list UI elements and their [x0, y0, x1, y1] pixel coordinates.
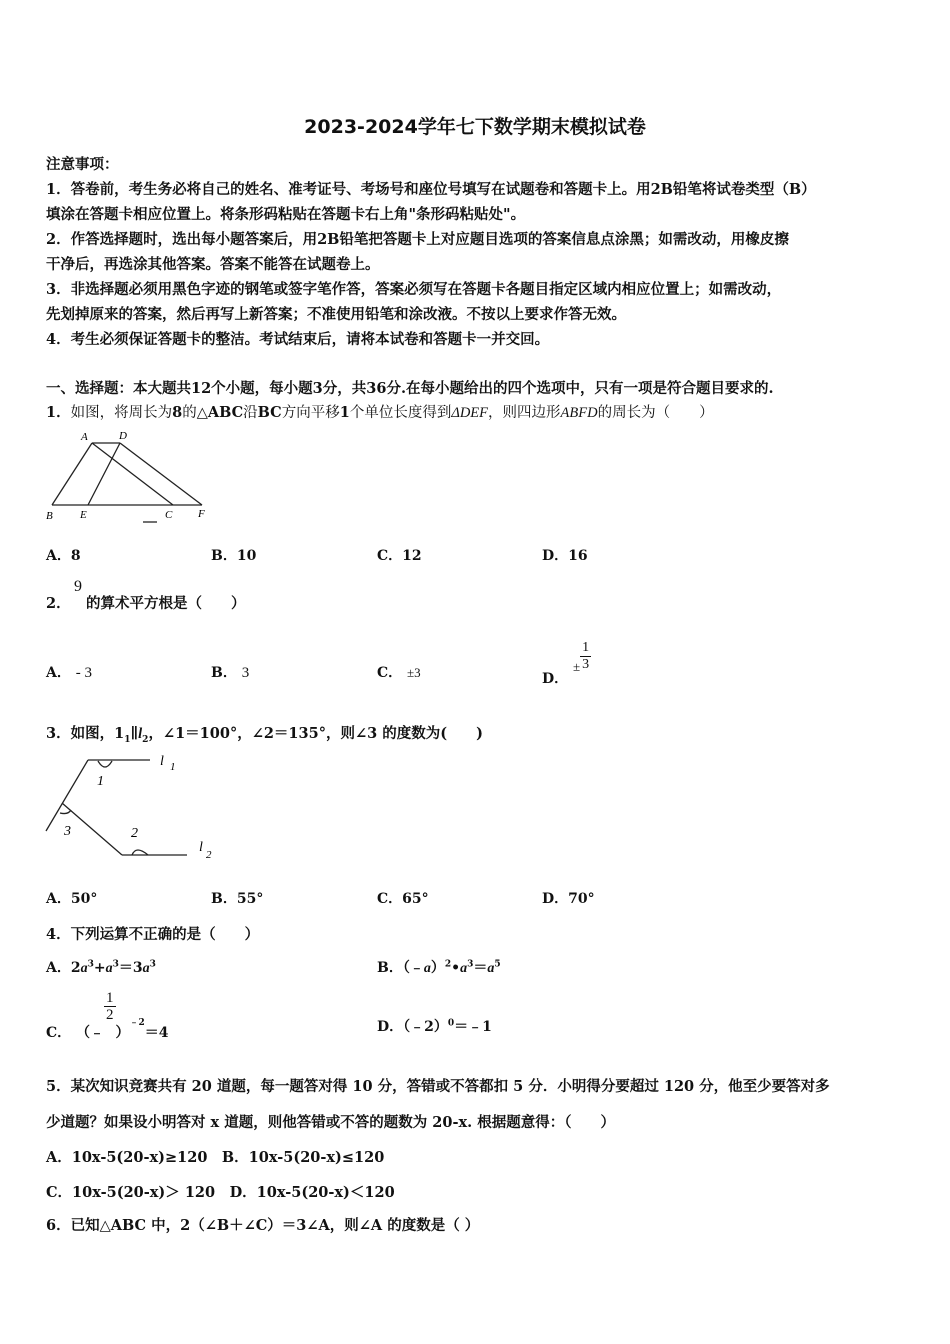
figure-label-l1: l	[160, 754, 164, 769]
question-4-option-a[interactable]: A．$2a^3+a^3=3a^3$	[46, 959, 156, 976]
figure-label-a: A	[81, 431, 88, 443]
question-4-stem: 4．下列运算不正确的是（ ）	[46, 926, 260, 943]
question-1-stem: 1．如图，将周长为8的△ABC沿BC方向平移1个单位长度得到ΔDEF，则四边形ABFD的周长为（ ）	[46, 404, 714, 421]
notice-item-2-line-1: 2．作答选择题时，选出每小题答案后，用2B铅笔把答题卡上对应题目选项的答案信息点涂黑；如需改动，用橡皮擦	[46, 231, 789, 248]
figure-label-l2-subscript: 2	[206, 849, 212, 861]
question-3-figure	[40, 745, 230, 870]
notice-item-3-line-2: 先划掉原来的答案，然后再写上新答案；不准使用铅笔和涂改液。不按以上要求作答无效。	[46, 306, 626, 323]
page-title: 2023-2024学年七下数学期末模拟试卷	[304, 116, 646, 138]
notice-item-2-line-2: 干净后，再选涂其他答案。答案不能答在试题卷上。	[46, 256, 380, 273]
question-5-stem-line-2: 少道题？如果设小明答对 x 道题，则他答错或不答的题数为 20-x. 根据题意得：（ ）	[46, 1114, 615, 1131]
question-2-number: 2．	[46, 595, 71, 612]
question-1-option-d[interactable]: D．16	[542, 548, 588, 564]
question-5-options-row-2[interactable]: C．10x-5(20-x)＞ 120 D．10x-5(20-x)＜120	[46, 1184, 395, 1201]
figure-label-c: C	[165, 509, 173, 521]
question-3-option-a[interactable]: A．50°	[46, 891, 98, 907]
figure-label-f: F	[198, 508, 205, 520]
notice-item-1-line-1: 1．答卷前，考生务必将自己的姓名、准考证号、考场号和座位号填写在试题卷和答题卡上。用2B铅笔将试卷类型（B）	[46, 181, 816, 198]
question-1-figure	[40, 425, 220, 530]
figure-label-angle-3: 3	[64, 824, 71, 839]
section-heading: 一、选择题：本大题共12个小题，每小题3分，共36分.在每小题给出的四个选项中，只有一项是符合题目要求的.	[46, 380, 774, 397]
notice-heading: 注意事项：	[46, 156, 119, 173]
notice-item-4: 4．考生必须保证答题卡的整洁。考试结束后，请将本试卷和答题卡一并交回。	[46, 331, 550, 348]
question-1-option-c[interactable]: C．12	[377, 548, 422, 564]
figure-label-angle-2: 2	[131, 826, 138, 841]
question-2-option-d[interactable]: D． ± $\frac{1}{3}$	[542, 640, 590, 687]
question-1-option-a[interactable]: A．8	[46, 548, 81, 564]
question-1-option-b[interactable]: B．10	[211, 548, 257, 564]
question-2-radicand: 9	[74, 578, 82, 595]
question-5-options-row-1[interactable]: A．10x-5(20-x)≥120 B．10x-5(20-x)≤120	[46, 1149, 385, 1166]
question-2-option-c[interactable]: C． ±3	[377, 665, 421, 681]
question-2-stem: 的算术平方根是（ ）	[86, 595, 246, 612]
figure-label-l1-subscript: 1	[170, 761, 176, 773]
question-3-option-d[interactable]: D．70°	[542, 891, 595, 907]
question-5-stem-line-1: 5．某次知识竞赛共有 20 道题，每一题答对得 10 分，答错或不答都扣 5 分．小明得分要超过 120 分，他至少要答对多	[46, 1078, 830, 1095]
figure-label-e: E	[80, 509, 87, 521]
question-3-stem: 3．如图，$1_1\parallel l_2$，∠1＝100°，∠2＝135°，则∠3 的度数为( )	[46, 725, 483, 745]
notice-item-1-line-2: 填涂在答题卡相应位置上。将条形码粘贴在答题卡右上角"条形码粘贴处"。	[46, 206, 526, 223]
question-4-option-c[interactable]: C． （﹣ $\frac{1}{2}$ ）$^{﹣2}$＝4	[46, 990, 169, 1041]
question-number: 1．	[46, 404, 71, 421]
question-4-option-b[interactable]: B．$(﹣a)^2•a^3=a^5$	[377, 959, 501, 976]
figure-label-d: D	[119, 430, 127, 442]
question-6-stem: 6．已知△ABC 中，2（∠B＋∠C）＝3∠A，则∠A 的度数是（ ）	[46, 1217, 480, 1234]
question-3-option-c[interactable]: C．65°	[377, 891, 429, 907]
notice-item-3-line-1: 3．非选择题必须用黑色字迹的钢笔或签字笔作答，答案必须写在答题卡各题目指定区域内相应位置上；如需改动，	[46, 281, 782, 298]
figure-label-angle-1: 1	[97, 774, 104, 789]
question-4-option-d[interactable]: D．（﹣2）$^0$＝﹣1	[377, 1018, 492, 1035]
figure-label-l2: l	[199, 840, 203, 855]
figure-label-b: B	[46, 510, 53, 522]
question-2-option-b[interactable]: B． 3	[211, 665, 250, 681]
question-2-option-a[interactable]: A． - 3	[46, 665, 92, 681]
question-3-option-b[interactable]: B．55°	[211, 891, 264, 907]
